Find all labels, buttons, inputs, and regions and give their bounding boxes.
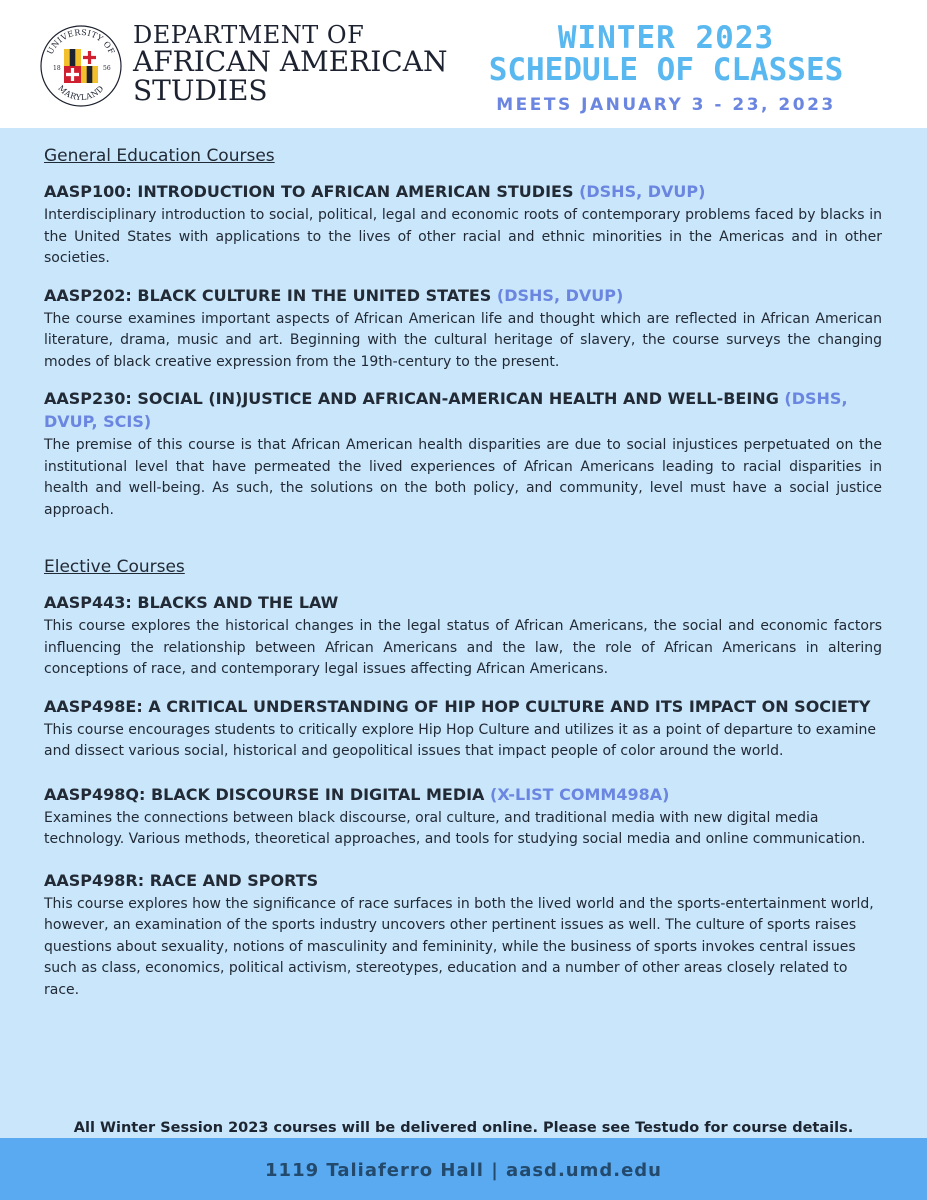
course-title — [44, 783, 882, 806]
seal-ring-bottom-text: MARYLAND — [56, 83, 106, 103]
seal-year-right: 56 — [103, 65, 111, 72]
seal-year-left: 18 — [53, 65, 61, 72]
footer — [0, 1138, 927, 1200]
course-aasp498q — [44, 783, 882, 851]
schedule-title — [451, 22, 881, 115]
course-description: The course examines important aspects of African American life and thought which are reflected in African American literature, drama, music and art. Beginning with the cultural heritage of slavery, the course surveys the changing modes of black creative expression from the 19th-century to the present. — [44, 310, 882, 370]
course-title — [44, 284, 882, 307]
footer-address-website: 1119 Taliaferro Hall | aasd.umd.edu — [265, 1160, 662, 1181]
course-aasp498r — [44, 869, 882, 1002]
online-delivery-notice: All Winter Session 2023 courses will be delivered online. Please see Testudo for course details. — [73, 1120, 854, 1136]
dept-line-3: STUDIES — [133, 74, 268, 107]
title-line-2: SCHEDULE OF CLASSES — [488, 52, 844, 88]
seal-ring-top-text: UNIVERSITY OF — [45, 27, 117, 56]
course-tags: (X-LIST COMM498A) — [490, 784, 670, 804]
dept-line-2: AFRICAN AMERICAN — [133, 45, 448, 78]
course-title: AASP443: BLACKS AND THE LAW — [44, 593, 339, 612]
course-description: Examines the connections between black discourse, oral culture, and traditional media with new digital media technology. Various methods, theoretical approaches, and tools for studying social media and online communication. — [44, 809, 866, 847]
title-line-1: WINTER 2023 — [557, 20, 775, 56]
course-title: AASP498E: A CRITICAL UNDERSTANDING OF HIP HOP CULTURE AND ITS IMPACT ON SOCIETY — [44, 696, 871, 716]
course-tags: (DSHS, DVUP) — [496, 285, 624, 305]
course-aasp443 — [44, 591, 882, 681]
course-description: This course explores the historical changes in the legal status of African Americans, the social and economic factors influencing the relationship between African Americans and the law, the role of African Americans in altering conceptions of race, and contemporary legal issues affecting African Americans. — [44, 618, 882, 677]
general-education-heading: General Education Courses — [44, 146, 275, 166]
course-aasp202 — [44, 284, 882, 374]
course-title — [44, 180, 882, 203]
course-listing — [44, 146, 882, 1015]
course-aasp498e — [44, 695, 882, 763]
course-title — [44, 387, 882, 433]
course-description: This course encourages students to critically explore Hip Hop Culture and utilizes it as a point of departure to examine and dissect various social, historical and geopolitical issues that impact people of color around the world. — [44, 721, 877, 759]
university-seal-logo — [40, 25, 122, 107]
course-title: AASP498R: RACE AND SPORTS — [44, 870, 319, 890]
dept-line-1: DEPARTMENT OF — [133, 21, 365, 49]
course-aasp100 — [44, 180, 882, 270]
elective-courses-heading: Elective Courses — [44, 557, 185, 577]
department-name — [133, 23, 447, 105]
course-code-title: AASP202: BLACK CULTURE IN THE UNITED STATES — [44, 285, 492, 305]
course-code-title: AASP498Q: BLACK DISCOURSE IN DIGITAL MEDIA — [44, 784, 485, 804]
course-code-title: AASP100: INTRODUCTION TO AFRICAN AMERICAN STUDIES — [44, 182, 574, 201]
course-aasp230 — [44, 387, 882, 521]
meets-dates: MEETS JANUARY 3 - 23, 2023 — [496, 95, 836, 115]
maryland-flag-shield-icon — [64, 49, 98, 83]
course-code-title: AASP230: SOCIAL (IN)JUSTICE AND AFRICAN-AMERICAN HEALTH AND WELL-BEING — [44, 389, 779, 408]
course-description: This course explores how the significance of race surfaces in both the lived world and the sports-entertainment world, however, an examination of the sports industry uncovers other pertinent issues as well. The culture of sports raises questions about sexuality, notions of masculinity and femininity, while the business of sports invokes central issues such as class, economics, political activism, stereotypes, education and a number of other areas closely related to race. — [44, 895, 874, 998]
course-tags: (DSHS, DVUP, SCIS) — [44, 389, 848, 431]
course-description: The premise of this course is that African American health disparities are due to social injustices perpetuated on the institutional level that have permeated the lived experiences of African Americans leading to racial disparities in health and well-being. As such, the solutions on the both policy, and community, level must have a social justice approach. — [44, 437, 882, 518]
course-tags: (DSHS, DVUP) — [579, 182, 706, 201]
course-description: Interdisciplinary introduction to social, political, legal and economic roots of contemporary problems faced by blacks in the United States with applications to the lives of other racial and ethnic minorities in the Americas and in other societies. — [44, 207, 882, 266]
header — [0, 0, 927, 128]
